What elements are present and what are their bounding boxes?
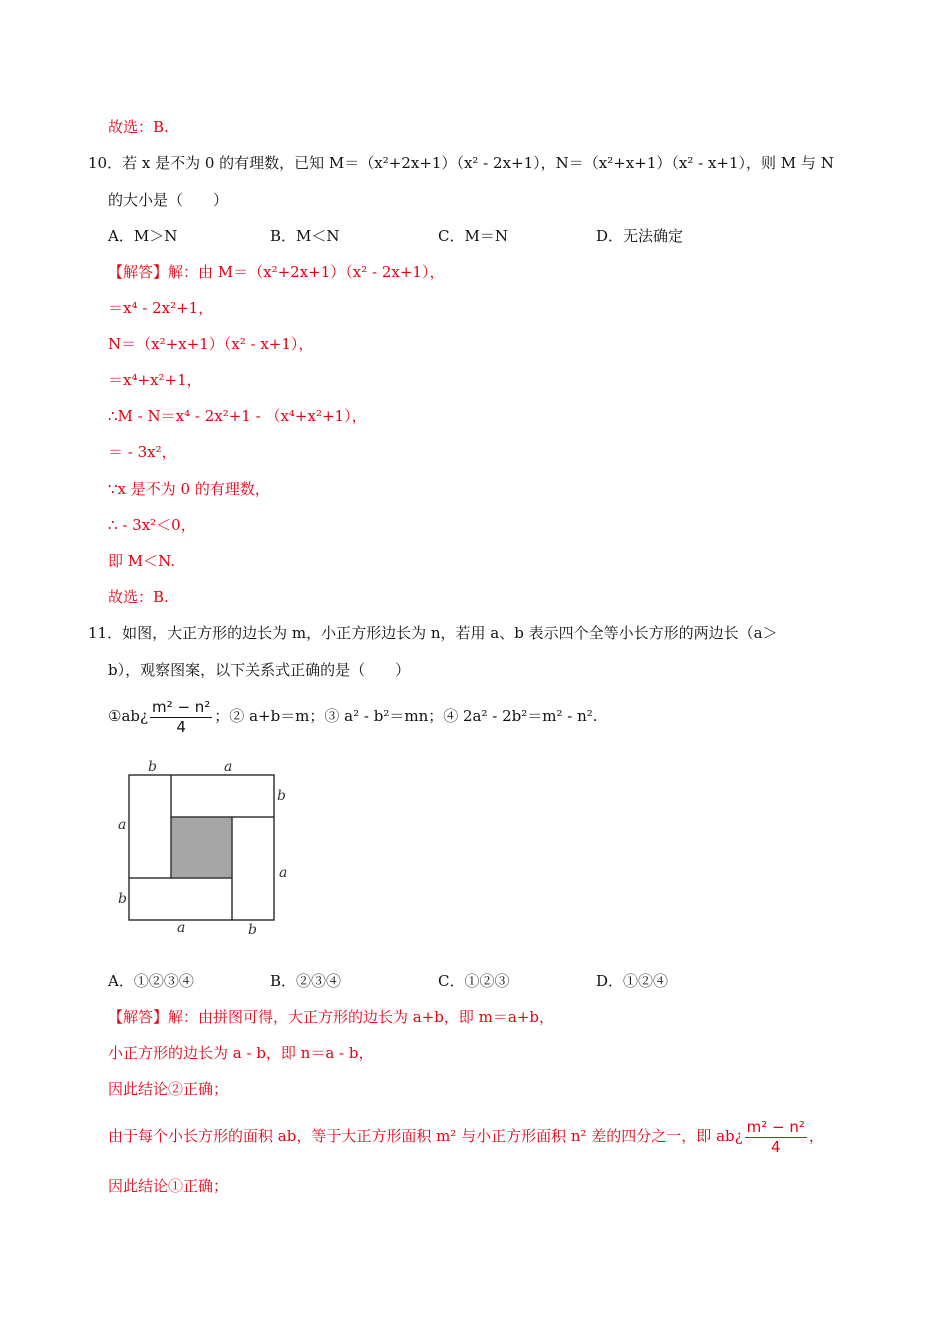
a11-fraction-denominator: 4 bbox=[771, 1137, 781, 1156]
q11-fraction bbox=[150, 698, 212, 737]
q11-option-a: A．①②③④ bbox=[108, 972, 194, 990]
question-11-line-2: b），观察图案，以下关系式正确的是（ ） bbox=[108, 661, 411, 679]
line-answer-prev: 故选：B. bbox=[108, 118, 169, 136]
label-bottom-a: a bbox=[177, 920, 186, 936]
answer-11-line-1: 【解答】解：由拼图可得，大正方形的边长为 a+b，即 m＝a+b， bbox=[108, 1008, 554, 1026]
q11-option-d: D．①②④ bbox=[596, 972, 669, 990]
rect-top bbox=[171, 775, 274, 817]
answer-10-line-2: ＝x⁴ - 2x²+1， bbox=[108, 299, 214, 317]
answer-10-line-4: ＝x⁴+x²+1， bbox=[108, 371, 202, 389]
answer-11-line-2: 小正方形的边长为 a - b，即 n＝a - b， bbox=[108, 1044, 374, 1062]
q11-option-c: C．①②③ bbox=[438, 972, 510, 990]
label-bottom-b: b bbox=[248, 922, 257, 938]
label-right-a: a bbox=[279, 865, 288, 881]
label-left-a: a bbox=[118, 817, 127, 833]
answer-11-line-3: 因此结论②正确； bbox=[108, 1080, 229, 1098]
q10-option-b: B．M＜N bbox=[270, 227, 340, 245]
rect-bottom bbox=[129, 878, 232, 920]
answer-10-line-1: 【解答】解：由 M＝（x²+2x+1）（x² - 2x+1）， bbox=[108, 263, 445, 281]
label-right-b: b bbox=[277, 788, 286, 804]
q11-stmt-prefix: ①ab¿ bbox=[108, 707, 149, 725]
answer-10-line-7: ∵x 是不为 0 的有理数， bbox=[108, 480, 270, 498]
label-top-a: a bbox=[224, 759, 233, 775]
q10-option-a: A．M＞N bbox=[108, 227, 178, 245]
answer-11-line-4 bbox=[108, 1114, 824, 1158]
answer-10-line-8: ∴ - 3x²＜0， bbox=[108, 516, 196, 534]
question-11-line-1: 11．如图，大正方形的边长为 m，小正方形边长为 n，若用 a、b 表示四个全等小长方形的两边长（a＞ bbox=[88, 624, 778, 642]
answer-10-line-3: N＝（x²+x+1）（x² - x+1）， bbox=[108, 335, 314, 353]
label-top-b: b bbox=[148, 759, 157, 775]
q10-option-d: D．无法确定 bbox=[596, 227, 684, 245]
q11-stmt-rest: ；② a+b＝m；③ a² - b²＝mn；④ 2a² - 2b²＝m² - n². bbox=[214, 707, 598, 725]
q11-fraction-numerator: m² − n² bbox=[152, 697, 211, 716]
rect-left bbox=[129, 775, 171, 878]
question-10-line-1: 10．若 x 是不为 0 的有理数，已知 M＝（x²+2x+1）（x² - 2x+1），N＝（x²+x+1）（x² - x+1），则 M 与 N bbox=[88, 154, 834, 172]
a11-line4-end: ， bbox=[808, 1127, 824, 1145]
a11-line4-text: 由于每个小长方形的面积 ab，等于大正方形面积 m² 与小正方形面积 n² 差的四分之一，即 ab¿ bbox=[108, 1127, 743, 1145]
square-tiling-figure bbox=[108, 755, 298, 940]
label-left-b: b bbox=[118, 891, 127, 907]
answer-10-line-6: ＝ - 3x²， bbox=[108, 443, 177, 461]
answer-11-line-5: 因此结论①正确； bbox=[108, 1177, 229, 1195]
answer-10-line-10: 故选：B. bbox=[108, 588, 169, 606]
q10-option-c: C．M＝N bbox=[438, 227, 508, 245]
inner-square bbox=[171, 817, 232, 878]
question-11-line-3 bbox=[108, 694, 598, 738]
q11-fraction-denominator: 4 bbox=[176, 717, 186, 736]
q11-option-b: B．②③④ bbox=[270, 972, 342, 990]
answer-10-line-5: ∴M - N＝x⁴ - 2x²+1 - （x⁴+x²+1）， bbox=[108, 407, 367, 425]
question-10-line-2: 的大小是（ ） bbox=[108, 191, 229, 209]
a11-fraction bbox=[745, 1118, 807, 1157]
answer-10-line-9: 即 M＜N. bbox=[108, 552, 176, 570]
a11-fraction-numerator: m² − n² bbox=[746, 1117, 805, 1136]
rect-right bbox=[232, 817, 274, 920]
